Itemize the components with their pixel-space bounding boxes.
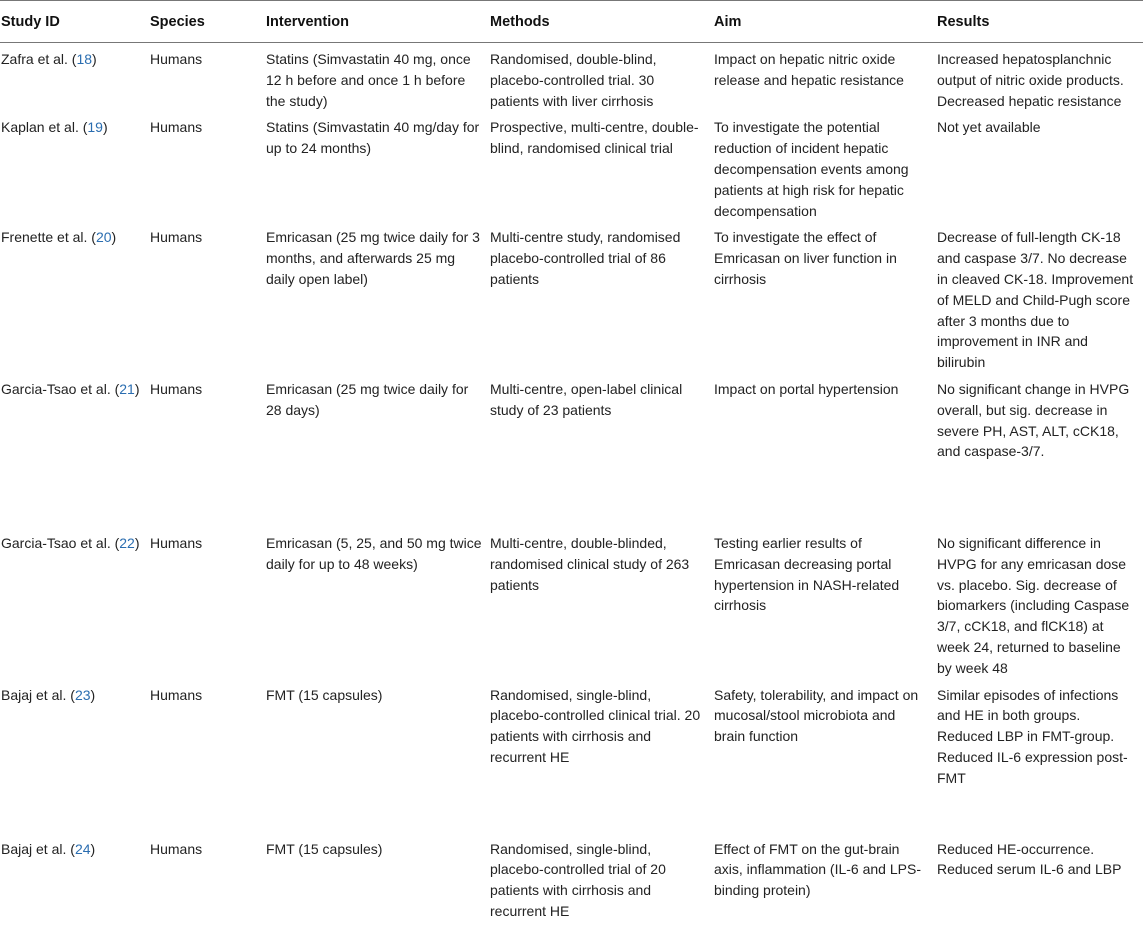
cell-results: Not yet available [937, 119, 1041, 136]
reference-link[interactable]: 18 [76, 51, 93, 67]
reference-link[interactable]: 20 [95, 229, 112, 246]
cell-study-id [0, 111, 150, 221]
cell-results: Reduced HE-occurrence. Reduced serum IL-6 and LBP [937, 840, 1122, 878]
study-name: Bajaj et al. ( [1, 686, 75, 703]
cell-intervention: Emricasan (25 mg twice daily for 28 days) [266, 380, 469, 418]
study-suffix: ) [134, 534, 140, 551]
cell-methods: Randomised, single-blind, placebo-controlled trial of 20 patients with cirrhosis and recurrent HE [490, 840, 666, 919]
study-name: Garcia-Tsao et al. ( [1, 380, 120, 397]
study-suffix: ) [92, 51, 97, 67]
study-name: Frenette et al. ( [1, 229, 96, 246]
cell-study-id [0, 221, 150, 373]
cell-aim: To investigate the potential reduction of incident hepatic decompensation events among patients at high risk for hepatic decompensation [714, 119, 909, 219]
cell-species: Humans [150, 686, 203, 703]
header-study-id: Study ID [1, 13, 60, 30]
cell-species: Humans [150, 51, 203, 67]
cell-study-id [0, 373, 150, 527]
reference-link[interactable]: 22 [119, 534, 135, 551]
header-aim: Aim [714, 13, 742, 30]
reference-link[interactable]: 23 [74, 686, 91, 703]
study-name: Zafra et al. ( [1, 51, 77, 67]
cell-methods: Multi-centre, open-label clinical study of 23 patients [490, 380, 683, 418]
cell-species: Humans [150, 534, 203, 551]
cell-species: Humans [150, 840, 203, 857]
study-name: Bajaj et al. ( [1, 840, 75, 857]
cell-methods: Multi-centre, double-blinded, randomised clinical study of 263 patients [490, 534, 690, 593]
cell-study-id [0, 43, 150, 112]
cell-aim: Safety, tolerability, and impact on mucosal/stool microbiota and brain function [714, 686, 919, 745]
cell-intervention: FMT (15 capsules) [266, 686, 383, 703]
cell-aim: To investigate the effect of Emricasan on liver function in cirrhosis [714, 229, 897, 287]
header-methods: Methods [490, 13, 550, 30]
cell-aim: Impact on portal hypertension [714, 380, 899, 397]
cell-species: Humans [150, 380, 203, 397]
cell-intervention: Emricasan (25 mg twice daily for 3 months, and afterwards 25 mg daily open label) [266, 229, 480, 287]
table-row [0, 527, 1143, 679]
cell-methods: Randomised, double-blind, placebo-controlled trial. 30 patients with liver cirrhosis [490, 51, 657, 109]
cell-results: Increased hepatosplanchnic output of nitric oxide products. Decreased hepatic resistance [937, 51, 1124, 109]
study-suffix: ) [90, 686, 96, 703]
study-suffix: ) [111, 229, 117, 246]
study-suffix: ) [102, 119, 108, 136]
header-species: Species [150, 13, 205, 30]
cell-methods: Multi-centre study, randomised placebo-controlled trial of 86 patients [490, 229, 681, 287]
reference-link[interactable]: 19 [87, 119, 103, 136]
table-row [0, 111, 1143, 221]
reference-link[interactable]: 21 [119, 380, 135, 397]
cell-results: Similar episodes of infections and HE in both groups. Reduced LBP in FMT-group. Reduced IL-6 expression post-FMT [937, 686, 1128, 786]
cell-study-id [0, 527, 150, 679]
header-intervention: Intervention [266, 13, 349, 30]
study-suffix: ) [134, 380, 140, 397]
cell-results: Decrease of full-length CK-18 and caspase 3/7. No decrease in cleaved CK-18. Improvement of MELD and Child-Pugh score after 3 months due to improvement in INR and bilirubin [937, 229, 1134, 371]
study-name: Garcia-Tsao et al. ( [1, 534, 120, 551]
header-row [0, 1, 1143, 43]
table-row [0, 221, 1143, 373]
cell-study-id [0, 833, 150, 945]
study-name: Kaplan et al. ( [1, 119, 88, 136]
cell-intervention: FMT (15 capsules) [266, 840, 383, 857]
table-row [0, 43, 1143, 112]
cell-intervention: Statins (Simvastatin 40 mg/day for up to 24 months) [266, 119, 480, 157]
cell-aim: Testing earlier results of Emricasan decreasing portal hypertension in NASH-related cirrhosis [714, 534, 900, 614]
cell-methods: Randomised, single-blind, placebo-controlled clinical trial. 20 patients with cirrhosis and recurrent HE [490, 686, 701, 765]
reference-link[interactable]: 24 [74, 840, 91, 857]
study-suffix: ) [90, 840, 96, 857]
cell-methods: Prospective, multi-centre, double-blind, randomised clinical trial [490, 119, 699, 157]
cell-results: No significant difference in HVPG for any emricasan dose vs. placebo. Sig. decrease of biomarkers (including Caspase 3/7, cCK18, and flCK18) at week 24, returned to baseline by week 48 [937, 534, 1130, 676]
cell-intervention: Emricasan (5, 25, and 50 mg twice daily for up to 48 weeks) [266, 534, 482, 572]
header-results: Results [937, 13, 990, 30]
cell-species: Humans [150, 229, 203, 246]
cell-study-id [0, 679, 150, 833]
cell-results: No significant change in HVPG overall, but sig. decrease in severe PH, AST, ALT, cCK18, and caspase-3/7. [937, 380, 1130, 460]
cell-aim: Impact on hepatic nitric oxide release and hepatic resistance [714, 51, 904, 88]
table-row [0, 373, 1143, 527]
table-row [0, 833, 1143, 945]
cell-aim: Effect of FMT on the gut-brain axis, inflammation (IL-6 and LPS-binding protein) [714, 840, 921, 899]
cell-species: Humans [150, 119, 203, 136]
cell-intervention: Statins (Simvastatin 40 mg, once 12 h before and once 1 h before the study) [266, 51, 471, 109]
table-row [0, 679, 1143, 833]
